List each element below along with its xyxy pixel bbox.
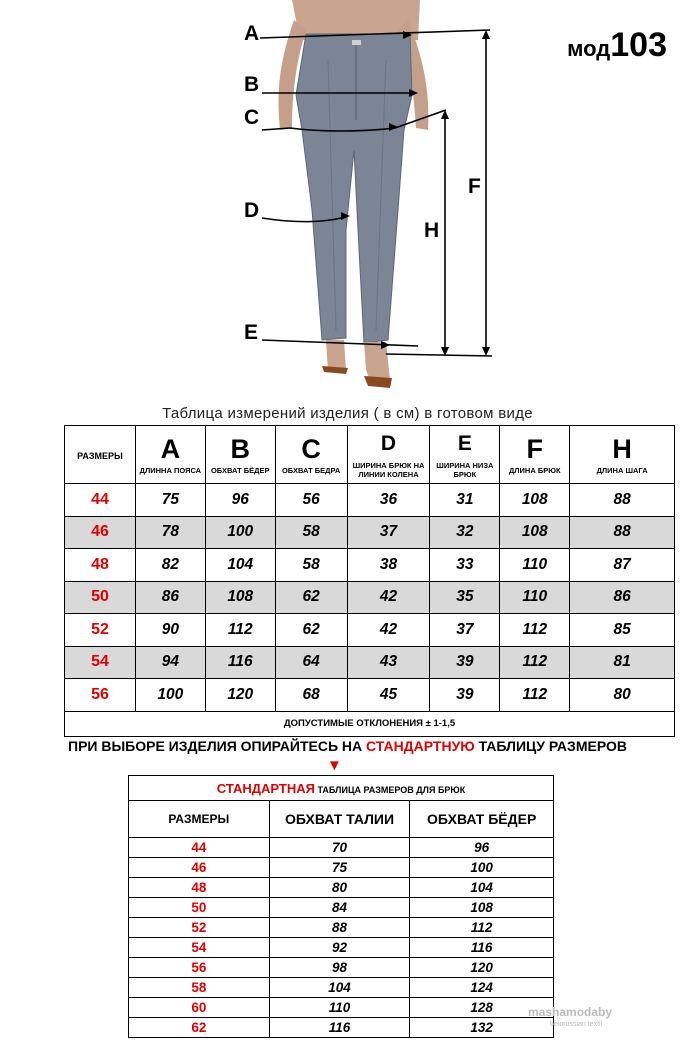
value-cell: 90 — [135, 614, 205, 647]
value-cell: 62 — [275, 614, 347, 647]
notice-highlight: СТАНДАРТНУЮ — [366, 738, 475, 754]
label-e: E — [244, 321, 259, 344]
column-header-h: H ДЛИНА ШАГА — [570, 426, 675, 484]
value-cell: 75 — [135, 484, 205, 517]
size-cell: 58 — [129, 978, 270, 998]
watermark-brand: mashamodaby — [528, 1005, 613, 1019]
value-cell: 42 — [347, 581, 430, 614]
size-cell: 46 — [65, 516, 136, 549]
column-header-f: F ДЛИНА БРЮК — [500, 426, 570, 484]
waist-button — [352, 40, 361, 45]
table-row — [65, 516, 675, 549]
table-row — [65, 581, 675, 614]
hips-cell: 132 — [410, 1018, 554, 1038]
size-cell: 62 — [129, 1018, 270, 1038]
value-cell: 112 — [500, 646, 570, 679]
table-row — [129, 858, 554, 878]
value-cell: 64 — [275, 646, 347, 679]
value-cell: 87 — [570, 549, 675, 582]
header-hips: ОБХВАТ БЁДЕР — [410, 801, 554, 838]
size-cell: 54 — [129, 938, 270, 958]
value-cell: 36 — [347, 484, 430, 517]
value-cell: 108 — [500, 484, 570, 517]
hips-cell: 120 — [410, 958, 554, 978]
value-cell: 32 — [430, 516, 500, 549]
value-cell: 37 — [347, 516, 430, 549]
value-cell: 58 — [275, 549, 347, 582]
model-number — [567, 26, 667, 65]
value-cell: 39 — [430, 646, 500, 679]
hips-cell: 104 — [410, 878, 554, 898]
measurement-table-caption: Таблица измерений изделия ( в см) в готовом виде — [162, 405, 533, 422]
value-cell: 110 — [500, 549, 570, 582]
watermark — [528, 1003, 612, 1028]
value-cell: 94 — [135, 646, 205, 679]
standard-size-table — [128, 775, 554, 1038]
header-sizes: РАЗМЕРЫ — [129, 801, 270, 838]
label-b: B — [244, 73, 260, 96]
size-cell: 48 — [65, 549, 136, 582]
measurement-table — [64, 425, 675, 737]
label-f: F — [468, 175, 481, 198]
header-waist: ОБХВАТ ТАЛИИ — [269, 801, 410, 838]
size-cell: 44 — [65, 484, 136, 517]
label-c: C — [244, 106, 260, 129]
value-cell: 108 — [500, 516, 570, 549]
table-row — [129, 898, 554, 918]
table-row — [129, 1018, 554, 1038]
size-cell: 60 — [129, 998, 270, 1018]
table-row — [129, 838, 554, 858]
value-cell: 104 — [205, 549, 275, 582]
hips-cell: 100 — [410, 858, 554, 878]
value-cell: 35 — [430, 581, 500, 614]
waist-cell: 80 — [269, 878, 410, 898]
column-header-a: A ДЛИННА ПОЯСА — [135, 426, 205, 484]
value-cell: 85 — [570, 614, 675, 647]
table-row — [129, 918, 554, 938]
value-cell: 58 — [275, 516, 347, 549]
waist-cell: 104 — [269, 978, 410, 998]
hips-cell: 116 — [410, 938, 554, 958]
size-cell: 46 — [129, 858, 270, 878]
hips-cell: 108 — [410, 898, 554, 918]
standard-title-rest: ТАБЛИЦА РАЗМЕРОВ ДЛЯ БРЮК — [317, 784, 466, 795]
value-cell: 81 — [570, 646, 675, 679]
size-cell: 48 — [129, 878, 270, 898]
tolerance-note: ДОПУСТИМЫЕ ОТКЛОНЕНИЯ ± 1-1,5 — [65, 711, 675, 736]
standard-table-title-row — [129, 776, 554, 801]
waist-cell: 75 — [269, 858, 410, 878]
value-cell: 56 — [275, 484, 347, 517]
value-cell: 112 — [205, 614, 275, 647]
waist-cell: 92 — [269, 938, 410, 958]
value-cell: 108 — [205, 581, 275, 614]
hips-cell: 96 — [410, 838, 554, 858]
down-arrow-icon: ▼ — [327, 757, 342, 774]
table-row — [129, 978, 554, 998]
value-cell: 42 — [347, 614, 430, 647]
value-cell: 68 — [275, 679, 347, 712]
size-column-header: РАЗМЕРЫ — [65, 426, 136, 484]
trousers-shape — [296, 34, 412, 343]
waist-cell: 70 — [269, 838, 410, 858]
value-cell: 116 — [205, 646, 275, 679]
table-row — [65, 484, 675, 517]
value-cell: 78 — [135, 516, 205, 549]
tolerance-row — [65, 711, 675, 736]
table-row — [65, 549, 675, 582]
waist-cell: 116 — [269, 1018, 410, 1038]
size-cell: 44 — [129, 838, 270, 858]
label-h: H — [424, 219, 440, 242]
column-header-d: D ШИРИНА БРЮК НА ЛИНИИ КОЛЕНА — [347, 426, 430, 484]
table-row — [65, 646, 675, 679]
value-cell: 112 — [500, 679, 570, 712]
value-cell: 100 — [205, 516, 275, 549]
value-cell: 88 — [570, 516, 675, 549]
value-cell: 82 — [135, 549, 205, 582]
table-row — [65, 679, 675, 712]
size-selection-notice — [0, 738, 695, 754]
size-cell: 50 — [129, 898, 270, 918]
size-cell: 56 — [65, 679, 136, 712]
size-cell: 56 — [129, 958, 270, 978]
model-code: 103 — [610, 26, 667, 64]
waist-cell: 110 — [269, 998, 410, 1018]
hips-cell: 128 — [410, 998, 554, 1018]
value-cell: 88 — [570, 484, 675, 517]
waist-cell: 88 — [269, 918, 410, 938]
notice-text-before: ПРИ ВЫБОРЕ ИЗДЕЛИЯ ОПИРАЙТЕСЬ НА — [68, 738, 367, 754]
table-row — [65, 614, 675, 647]
label-d: D — [244, 199, 260, 222]
waist-cell: 98 — [269, 958, 410, 978]
value-cell: 110 — [500, 581, 570, 614]
table-row — [129, 938, 554, 958]
value-cell: 112 — [500, 614, 570, 647]
value-cell: 37 — [430, 614, 500, 647]
waist-cell: 84 — [269, 898, 410, 918]
value-cell: 45 — [347, 679, 430, 712]
value-cell: 33 — [430, 549, 500, 582]
standard-title-highlight: СТАНДАРТНАЯ — [216, 780, 315, 796]
value-cell: 80 — [570, 679, 675, 712]
value-cell: 96 — [205, 484, 275, 517]
column-header-e: E ШИРИНА НИЗА БРЮК — [430, 426, 500, 484]
size-cell: 52 — [65, 614, 136, 647]
model-prefix: мод — [567, 36, 611, 61]
watermark-subtitle: belorussian textil — [550, 1021, 603, 1028]
value-cell: 86 — [135, 581, 205, 614]
product-figure — [0, 0, 695, 400]
standard-table-title — [129, 776, 554, 801]
size-cell: 54 — [65, 646, 136, 679]
column-header-c: C ОБХВАТ БЕДРА — [275, 426, 347, 484]
table-row — [129, 998, 554, 1018]
value-cell: 120 — [205, 679, 275, 712]
value-cell: 62 — [275, 581, 347, 614]
measurement-header-row — [65, 426, 675, 484]
value-cell: 86 — [570, 581, 675, 614]
column-header-b: B ОБХВАТ БЁДЕР — [205, 426, 275, 484]
arrow-f-bottom — [482, 347, 490, 356]
size-cell: 50 — [65, 581, 136, 614]
value-cell: 31 — [430, 484, 500, 517]
value-cell: 39 — [430, 679, 500, 712]
label-a: A — [244, 22, 260, 45]
value-cell: 38 — [347, 549, 430, 582]
right-sandal — [364, 376, 392, 388]
hips-cell: 124 — [410, 978, 554, 998]
table-row — [129, 878, 554, 898]
size-cell: 52 — [129, 918, 270, 938]
notice-text-after: ТАБЛИЦУ РАЗМЕРОВ — [474, 738, 627, 754]
hips-cell: 112 — [410, 918, 554, 938]
table-row — [129, 958, 554, 978]
standard-table-header-row — [129, 801, 554, 838]
value-cell: 100 — [135, 679, 205, 712]
arrow-f-top — [482, 30, 490, 39]
line-bottom — [386, 354, 492, 356]
value-cell: 43 — [347, 646, 430, 679]
